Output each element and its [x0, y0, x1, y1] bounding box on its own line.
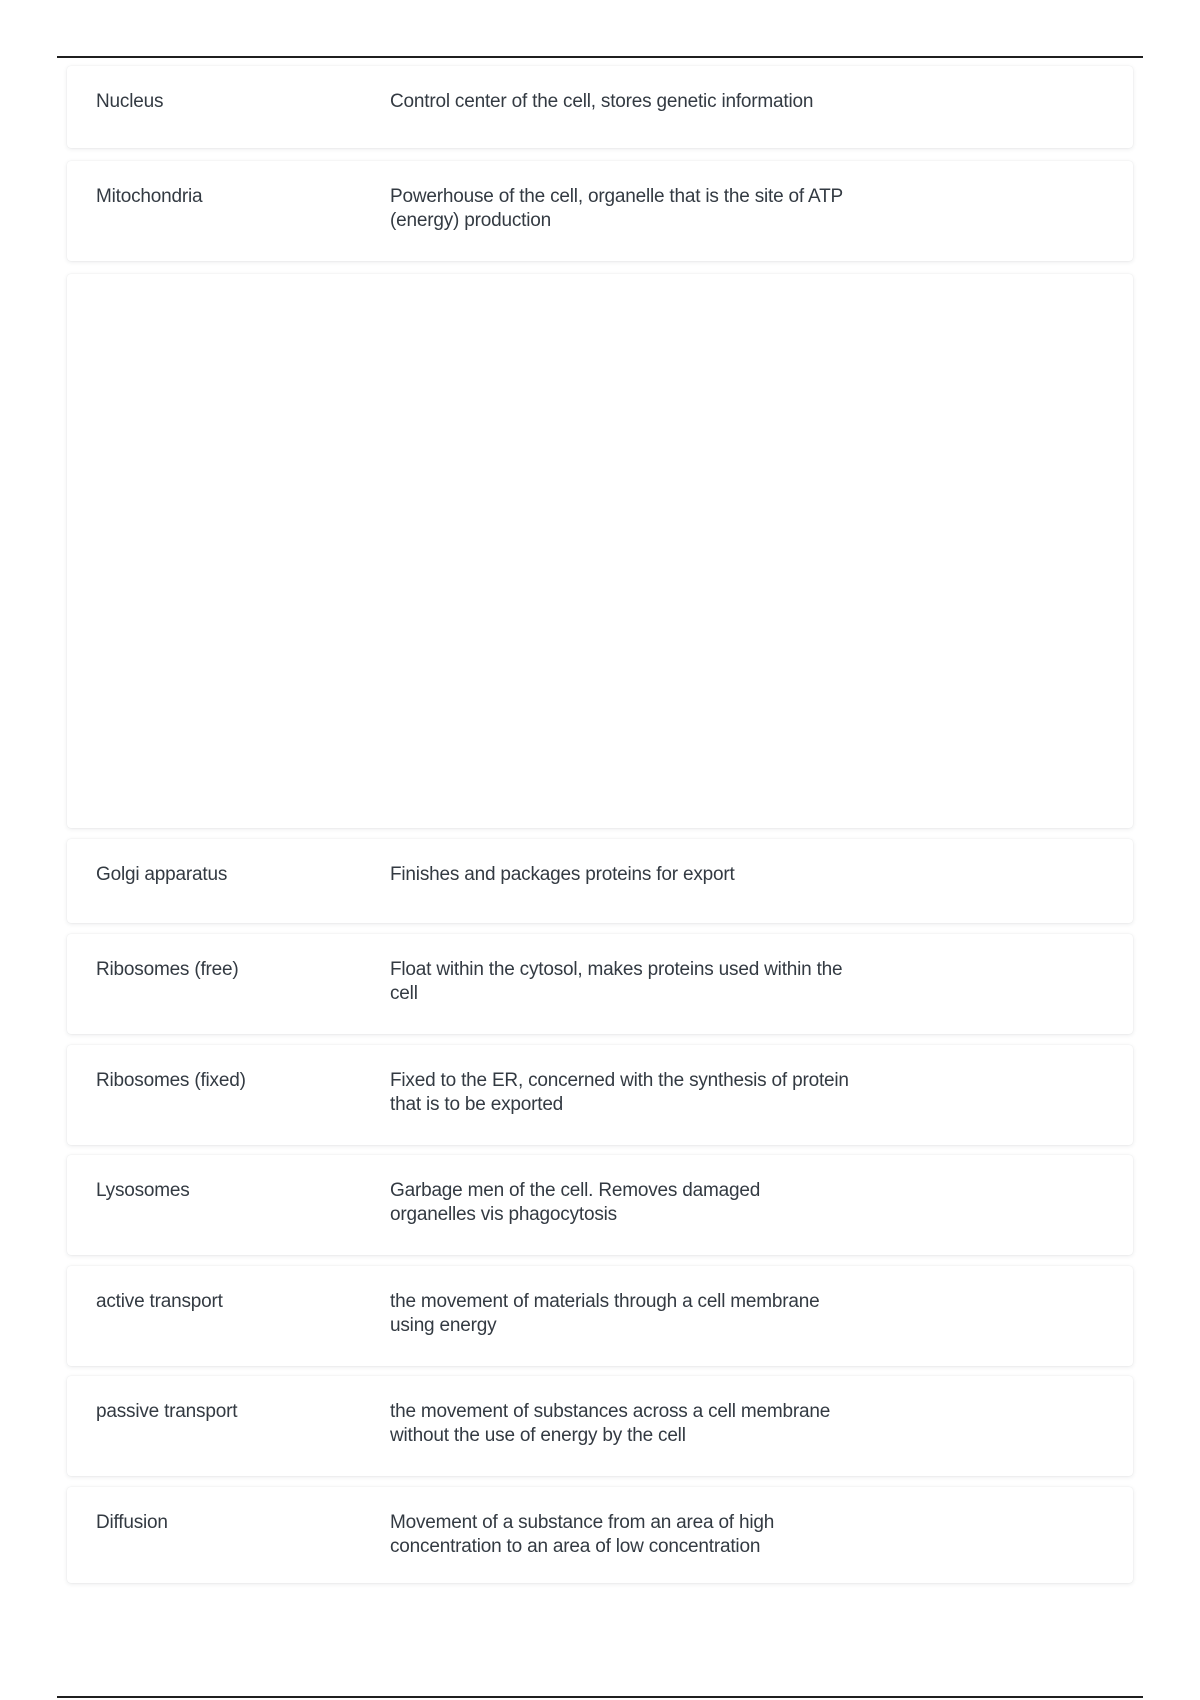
card-definition — [390, 1179, 890, 1227]
card-definition — [390, 90, 890, 114]
flashcard-mitochondria — [67, 161, 1133, 261]
flashcard-empty — [67, 274, 1133, 828]
flashcard-passive-transport — [67, 1376, 1133, 1476]
card-term: Ribosomes (free) — [96, 959, 239, 980]
card-term: Diffusion — [96, 1512, 168, 1533]
card-term: Golgi apparatus — [96, 864, 228, 885]
definition-line: organelles vis phagocytosis — [390, 1204, 617, 1225]
definition-line: using energy — [390, 1315, 497, 1336]
definition-line: the movement of substances across a cell membrane — [390, 1401, 831, 1422]
card-term: Ribosomes (fixed) — [96, 1070, 246, 1091]
definition-line: Finishes and packages proteins for export — [390, 864, 735, 885]
card-definition — [390, 1400, 890, 1448]
flashcard-golgi-apparatus — [67, 839, 1133, 923]
card-term: Nucleus — [96, 91, 164, 112]
flashcard-lysosomes — [67, 1155, 1133, 1255]
card-term: Mitochondria — [96, 186, 203, 207]
flashcard-ribosomes-fixed — [67, 1045, 1133, 1145]
definition-line: the movement of materials through a cell membrane — [390, 1291, 820, 1312]
card-term: Lysosomes — [96, 1180, 190, 1201]
definition-line: Movement of a substance from an area of high — [390, 1512, 775, 1533]
bottom-divider — [57, 1696, 1143, 1698]
card-definition — [390, 1069, 890, 1117]
card-definition — [390, 1290, 890, 1338]
card-term: active transport — [96, 1291, 223, 1312]
flashcard-nucleus — [67, 66, 1133, 148]
top-divider — [57, 56, 1143, 58]
definition-line: (energy) production — [390, 210, 551, 231]
definition-line: without the use of energy by the cell — [390, 1425, 686, 1446]
definition-line: Powerhouse of the cell, organelle that is the site of ATP — [390, 186, 843, 207]
card-definition — [390, 958, 890, 1006]
definition-line: cell — [390, 983, 418, 1004]
definition-line: Fixed to the ER, concerned with the synthesis of protein — [390, 1070, 849, 1091]
flashcard-ribosomes-free — [67, 934, 1133, 1034]
definition-line: Float within the cytosol, makes proteins used within the — [390, 959, 843, 980]
definition-line: that is to be exported — [390, 1094, 564, 1115]
definition-line: concentration to an area of low concentration — [390, 1536, 761, 1557]
flashcard-active-transport — [67, 1266, 1133, 1366]
card-definition — [390, 863, 890, 887]
definition-line: Control center of the cell, stores genetic information — [390, 91, 814, 112]
definition-line: Garbage men of the cell. Removes damaged — [390, 1180, 761, 1201]
card-term: passive transport — [96, 1401, 238, 1422]
card-definition — [390, 185, 890, 233]
card-definition — [390, 1511, 890, 1559]
flashcard-diffusion — [67, 1487, 1133, 1583]
